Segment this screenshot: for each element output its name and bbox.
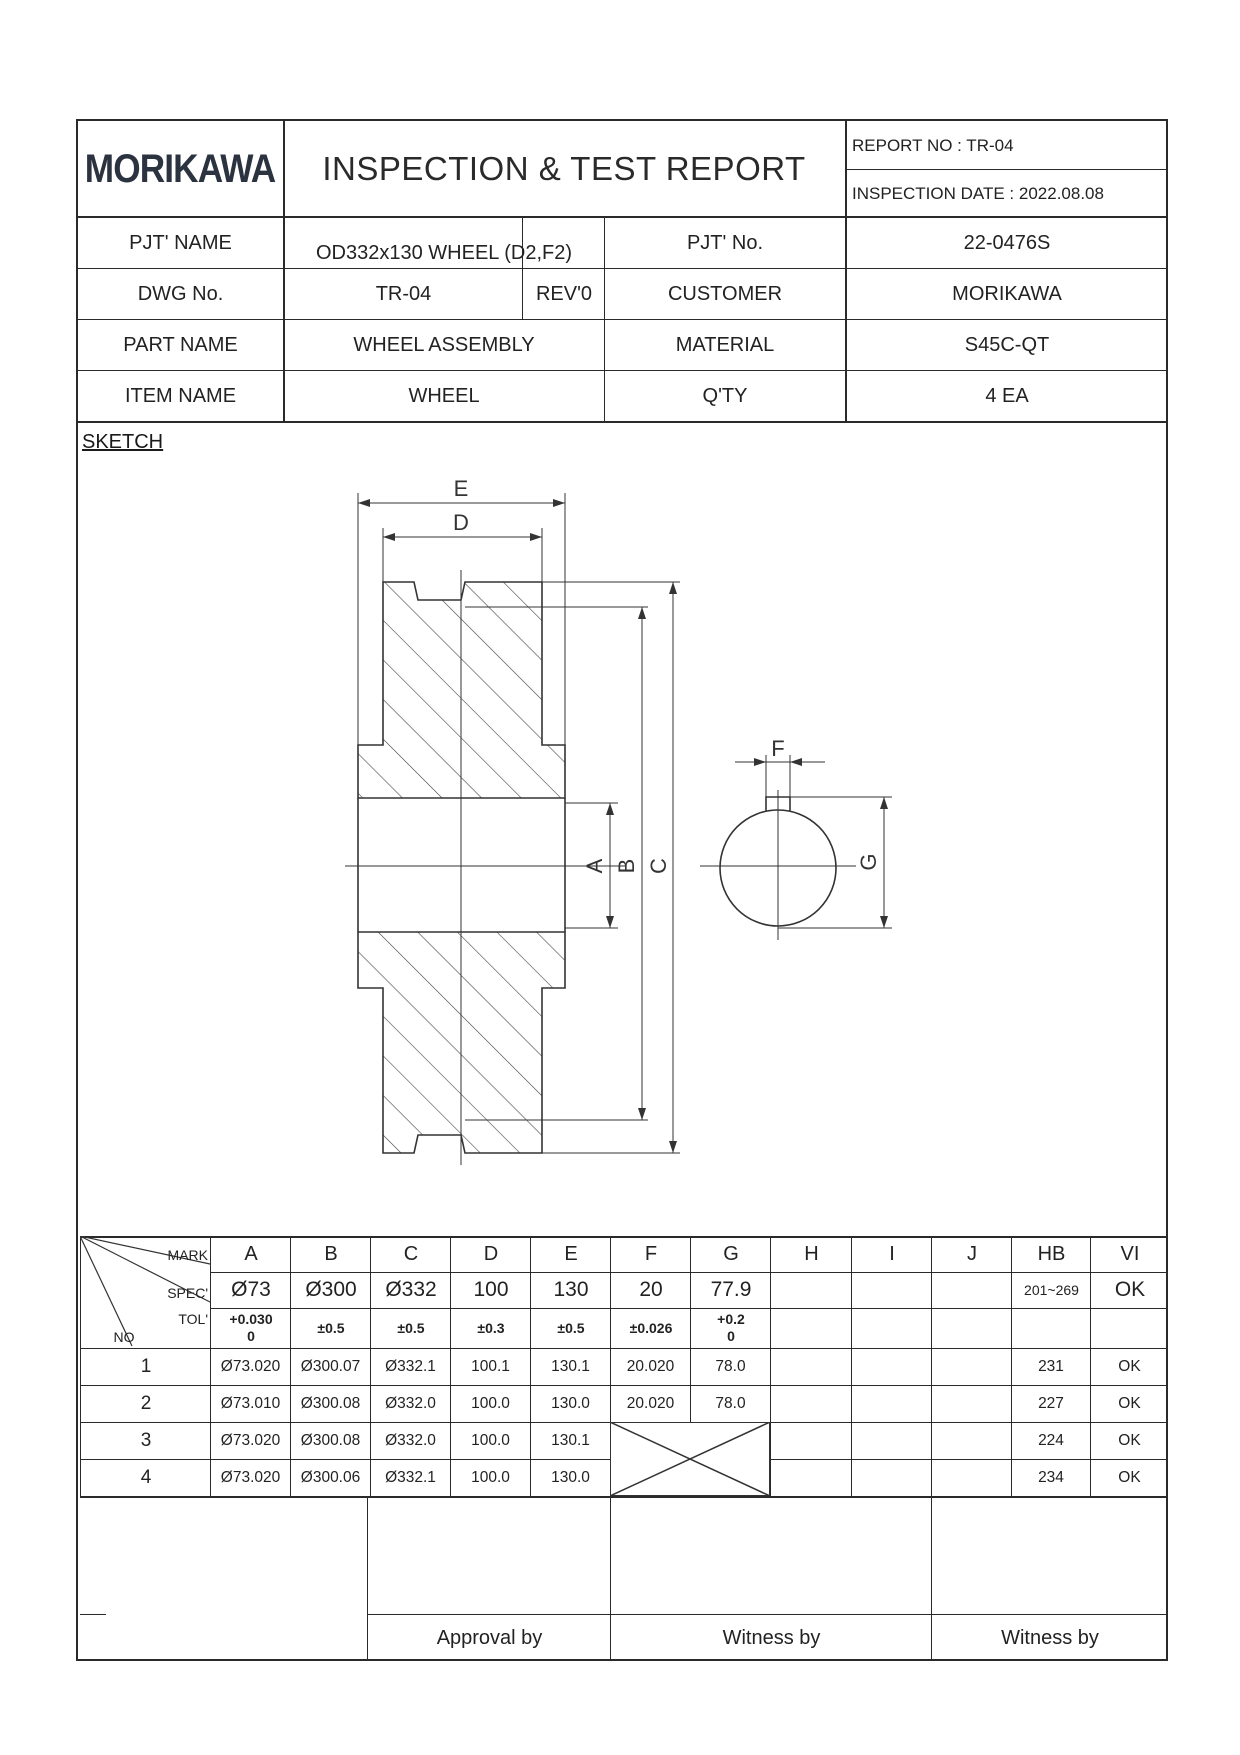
- tolerance-line: ±0.026: [629, 1319, 673, 1336]
- sig-left-tick: [80, 1614, 106, 1615]
- tolerance-line: +0.2: [717, 1311, 745, 1327]
- customer-value: MORIKAWA: [952, 283, 1062, 305]
- material-label: MATERIAL: [675, 334, 775, 356]
- table-cell: [852, 1459, 931, 1496]
- row-number: 2: [140, 1392, 152, 1414]
- table-cell: [771, 1422, 851, 1459]
- sig-col-3: [931, 1496, 932, 1661]
- table-cell: [932, 1422, 1011, 1459]
- table-cell: Ø300.08: [300, 1394, 361, 1412]
- table-cell: 231: [1038, 1357, 1064, 1375]
- spec-value: 201~269: [1024, 1282, 1079, 1298]
- part-name-value: WHEEL ASSEMBLY: [353, 334, 535, 356]
- table-cell: 227: [1038, 1394, 1064, 1412]
- tolerance-value: [452, 1308, 530, 1348]
- table-cell: 78.0: [715, 1394, 746, 1412]
- table-cell: OK: [1118, 1431, 1141, 1449]
- row-number: 3: [140, 1429, 152, 1451]
- sig-col-1: [367, 1496, 368, 1661]
- table-cell: Ø73.010: [220, 1394, 281, 1412]
- table-cell: 100.0: [471, 1468, 510, 1486]
- row-number: 1: [140, 1355, 152, 1377]
- tolerance-line: ±0.5: [557, 1319, 585, 1336]
- sketch-label: SKETCH: [82, 431, 164, 453]
- report-number: REPORT NO : TR-04: [852, 136, 1014, 155]
- tolerance-value: [692, 1308, 770, 1348]
- spec-value: 100: [473, 1278, 509, 1301]
- witness-label-1: Witness by: [722, 1626, 821, 1649]
- witness-label-2: Witness by: [1001, 1626, 1099, 1649]
- mark-header: VI: [1120, 1242, 1140, 1265]
- table-cell: Ø73.020: [220, 1431, 281, 1449]
- table-cell: [932, 1459, 1011, 1496]
- table-cell: 20.020: [626, 1394, 675, 1412]
- tolerance-value: [772, 1308, 851, 1348]
- item-name-label: ITEM NAME: [124, 385, 237, 407]
- mark-header: I: [889, 1242, 895, 1265]
- table-cell: 130.0: [551, 1394, 590, 1412]
- row-number: 4: [140, 1466, 152, 1488]
- table-cell: Ø332.0: [385, 1431, 436, 1449]
- spec-value: Ø332: [385, 1278, 437, 1301]
- dim-label-b: B: [614, 858, 639, 874]
- corner-tol: TOL': [178, 1311, 208, 1327]
- tolerance-value: [532, 1308, 610, 1348]
- tolerance-line: +0.030: [229, 1311, 273, 1327]
- spec-value: [772, 1272, 851, 1308]
- mark-header: D: [483, 1242, 499, 1265]
- table-cell: 130.1: [551, 1431, 590, 1449]
- dim-label-c: C: [646, 858, 671, 874]
- signature-top-line: [80, 1496, 1168, 1498]
- table-cell: 234: [1038, 1468, 1064, 1486]
- table-cell: Ø73.020: [220, 1357, 281, 1375]
- pjt-no-value: 22-0476S: [963, 231, 1051, 254]
- spec-value: 20: [639, 1278, 663, 1301]
- spec-value: [853, 1272, 931, 1308]
- table-cell: [771, 1459, 851, 1496]
- table-cell: Ø332.0: [385, 1394, 436, 1412]
- tolerance-value: [612, 1308, 690, 1348]
- spec-value: Ø300: [305, 1278, 357, 1301]
- table-cell: Ø300.08: [300, 1431, 361, 1449]
- table-cell: 78.0: [715, 1357, 746, 1375]
- spec-value: OK: [1114, 1278, 1146, 1301]
- qty-label: Q'TY: [702, 385, 748, 407]
- tolerance-value: [1092, 1308, 1168, 1348]
- customer-label: CUSTOMER: [667, 283, 783, 305]
- table-cell: Ø300.06: [300, 1468, 361, 1486]
- table-cell: Ø332.1: [385, 1468, 436, 1486]
- dim-label-g: G: [856, 853, 881, 871]
- pjt-no-label: PJT' No.: [686, 231, 764, 254]
- table-cell: [852, 1385, 931, 1422]
- tolerance-line: 0: [727, 1328, 735, 1344]
- page-title: INSPECTION & TEST REPORT: [322, 150, 806, 187]
- table-cell: OK: [1118, 1357, 1141, 1375]
- dim-label-a: A: [582, 858, 607, 874]
- spec-value: 130: [553, 1278, 589, 1301]
- mark-header: A: [244, 1242, 258, 1265]
- dim-label-f: F: [771, 736, 785, 761]
- table-cell: 20.020: [626, 1357, 675, 1375]
- tolerance-value: [292, 1308, 370, 1348]
- mark-header: E: [564, 1242, 578, 1265]
- sig-col-2: [610, 1496, 611, 1661]
- mark-header: HB: [1037, 1242, 1066, 1265]
- table-cell: 100.0: [471, 1394, 510, 1412]
- tolerance-value: [1013, 1308, 1090, 1348]
- company-logo: MORIKAWA: [84, 146, 276, 191]
- part-name-label: PART NAME: [123, 334, 238, 356]
- mark-header: C: [403, 1242, 419, 1265]
- table-cell: 100.1: [471, 1357, 510, 1375]
- material-value: S45C-QT: [964, 334, 1050, 356]
- tolerance-value: [372, 1308, 450, 1348]
- table-cell: [771, 1348, 851, 1385]
- dim-label-e: E: [453, 476, 469, 501]
- table-cell: Ø332.1: [385, 1357, 436, 1375]
- dim-label-d: D: [453, 510, 469, 535]
- table-cell: 100.0: [471, 1431, 510, 1449]
- corner-no: NO: [113, 1329, 135, 1345]
- tolerance-value: [933, 1308, 1011, 1348]
- approval-label: Approval by: [436, 1626, 543, 1649]
- spec-value: Ø73: [231, 1278, 271, 1301]
- table-cell: 224: [1038, 1431, 1064, 1449]
- table-cell: 130.1: [551, 1357, 590, 1375]
- mark-header: B: [324, 1242, 338, 1265]
- table-cell: [932, 1348, 1011, 1385]
- inspection-date: INSPECTION DATE : 2022.08.08: [852, 184, 1104, 203]
- table-cell: Ø73.020: [220, 1468, 281, 1486]
- tolerance-value: [212, 1308, 290, 1348]
- tolerance-line: ±0.5: [397, 1319, 425, 1336]
- tolerance-value: [853, 1308, 931, 1348]
- table-cell: Ø300.07: [300, 1357, 361, 1375]
- table-cell: [852, 1348, 931, 1385]
- mark-header: H: [804, 1242, 819, 1265]
- qty-value: 4 EA: [985, 385, 1029, 407]
- tolerance-line: ±0.5: [317, 1319, 345, 1336]
- sig-label-line: [367, 1614, 1168, 1615]
- tolerance-line: 0: [247, 1328, 255, 1344]
- void-cross: [610, 1422, 770, 1496]
- table-cell: OK: [1118, 1394, 1141, 1412]
- spec-value: 77.9: [710, 1278, 752, 1301]
- pjt-name-value: OD332x130 WHEEL (D2,F2): [315, 241, 572, 264]
- mark-header: G: [723, 1242, 739, 1265]
- corner-spec: SPEC': [167, 1285, 208, 1301]
- table-cell: 130.0: [551, 1468, 590, 1486]
- spec-value: [933, 1272, 1011, 1308]
- table-cell: [852, 1422, 931, 1459]
- corner-mark: MARK: [167, 1247, 208, 1263]
- rev-value: REV'0: [535, 283, 593, 305]
- mark-header: F: [644, 1242, 658, 1265]
- pjt-name-label: PJT' NAME: [129, 231, 232, 254]
- mark-header: J: [967, 1242, 977, 1265]
- dwg-no-label: DWG No.: [137, 283, 224, 305]
- table-cell: OK: [1118, 1468, 1141, 1486]
- dwg-no-value: TR-04: [375, 283, 432, 305]
- tolerance-line: ±0.3: [477, 1319, 505, 1336]
- table-cell: [771, 1385, 851, 1422]
- table-cell: [932, 1385, 1011, 1422]
- item-name-value: WHEEL: [408, 385, 480, 407]
